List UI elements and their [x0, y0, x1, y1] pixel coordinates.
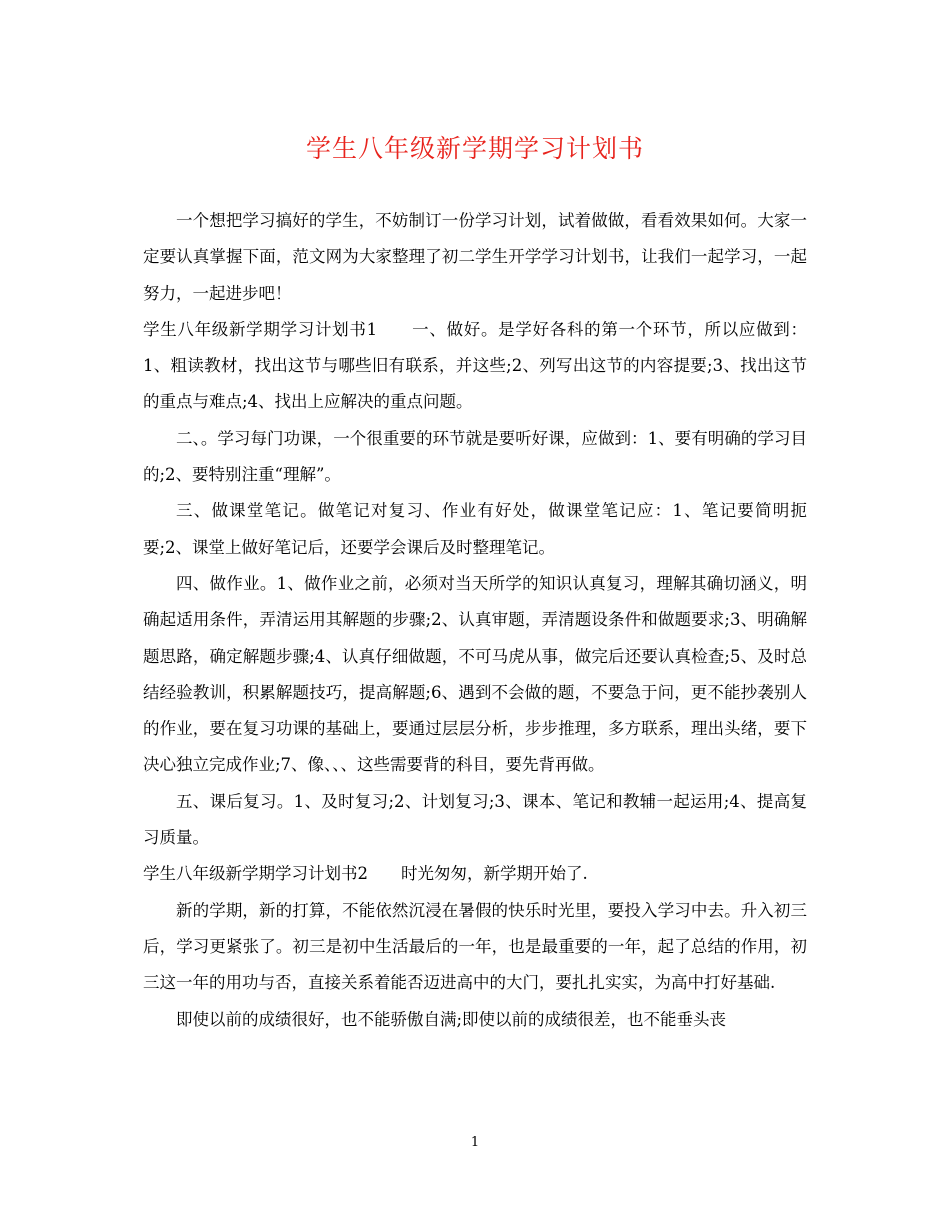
paragraph-plan-2-grades: 即使以前的成绩很好，也不能骄傲自满;即使以前的成绩很差，也不能垂头丧 [176, 1009, 727, 1029]
paragraph-plan-2-new-term: 新的学期，新的打算，不能依然沉浸在暑假的快乐时光里，要投入学习中去。升入初三后，学习更紧张了。初三是初中生活最后的一年，也是最重要的一年，起了总结的作用，初三这一年的用功与否，直接关系着能否迈进高中的大门，要扎扎实实，为高中打好基础. [143, 900, 807, 993]
document-title: 学生八年级新学期学习计划书 [305, 134, 644, 163]
paragraph-plan-1-homework: 四、做作业。1、做作业之前，必须对当天所学的知识认真复习，理解其确切涵义，明确起适用条件，弄清运用其解题的步骤;2、认真审题，弄清题设条件和做题要求;3、明确解题思路，确定解题步骤;4、认真仔细做题，不可马虎从事，做完后还要认真检查;5、及时总结经验教训，积累解题技巧，提高解题;6、遇到不会做的题，不要急于问，更不能抄袭别人的作业，要在复习功课的基础上，要通过层层分析，步步推理，多方联系，理出头绪，要下决心独立完成作业;7、像、、、这些需要背的科目，要先背再做。 [143, 573, 807, 775]
page-number: 1 [470, 1135, 480, 1150]
paragraph-plan-1-preparation: 学生八年级新学期学习计划书1 一、做好。是学好各科的第一个环节，所以应做到：1、粗读教材，找出这节与哪些旧有联系，并这些;2、列写出这节的内容提要;3、找出这节的重点与难点;4、找出上应解决的重点问题。 [143, 319, 807, 412]
document-body [143, 203, 807, 1038]
paragraph-plan-2-heading: 学生八年级新学期学习计划书2 时光匆匆，新学期开始了. [143, 864, 588, 884]
paragraph-plan-1-listening: 二、。学习每门功课，一个很重要的环节就是要听好课，应做到：1、要有明确的学习目的;2、要特别注重“理解”。 [143, 428, 807, 485]
paragraph-plan-1-notes: 三、做课堂笔记。做笔记对复习、作业有好处，做课堂笔记应：1、笔记要简明扼要;2、课堂上做好笔记后，还要学会课后及时整理笔记。 [143, 501, 807, 557]
paragraph-plan-1-review: 五、课后复习。1、及时复习;2、计划复习;3、课本、笔记和教辅一起运用;4、提高复习质量。 [143, 791, 807, 848]
paragraph-intro: 一个想把学习搞好的学生，不妨制订一份学习计划，试着做做，看看效果如何。大家一定要认真掌握下面，范文网为大家整理了初二学生开学学习计划书，让我们一起学习，一起努力，一起进步吧！ [143, 211, 807, 303]
